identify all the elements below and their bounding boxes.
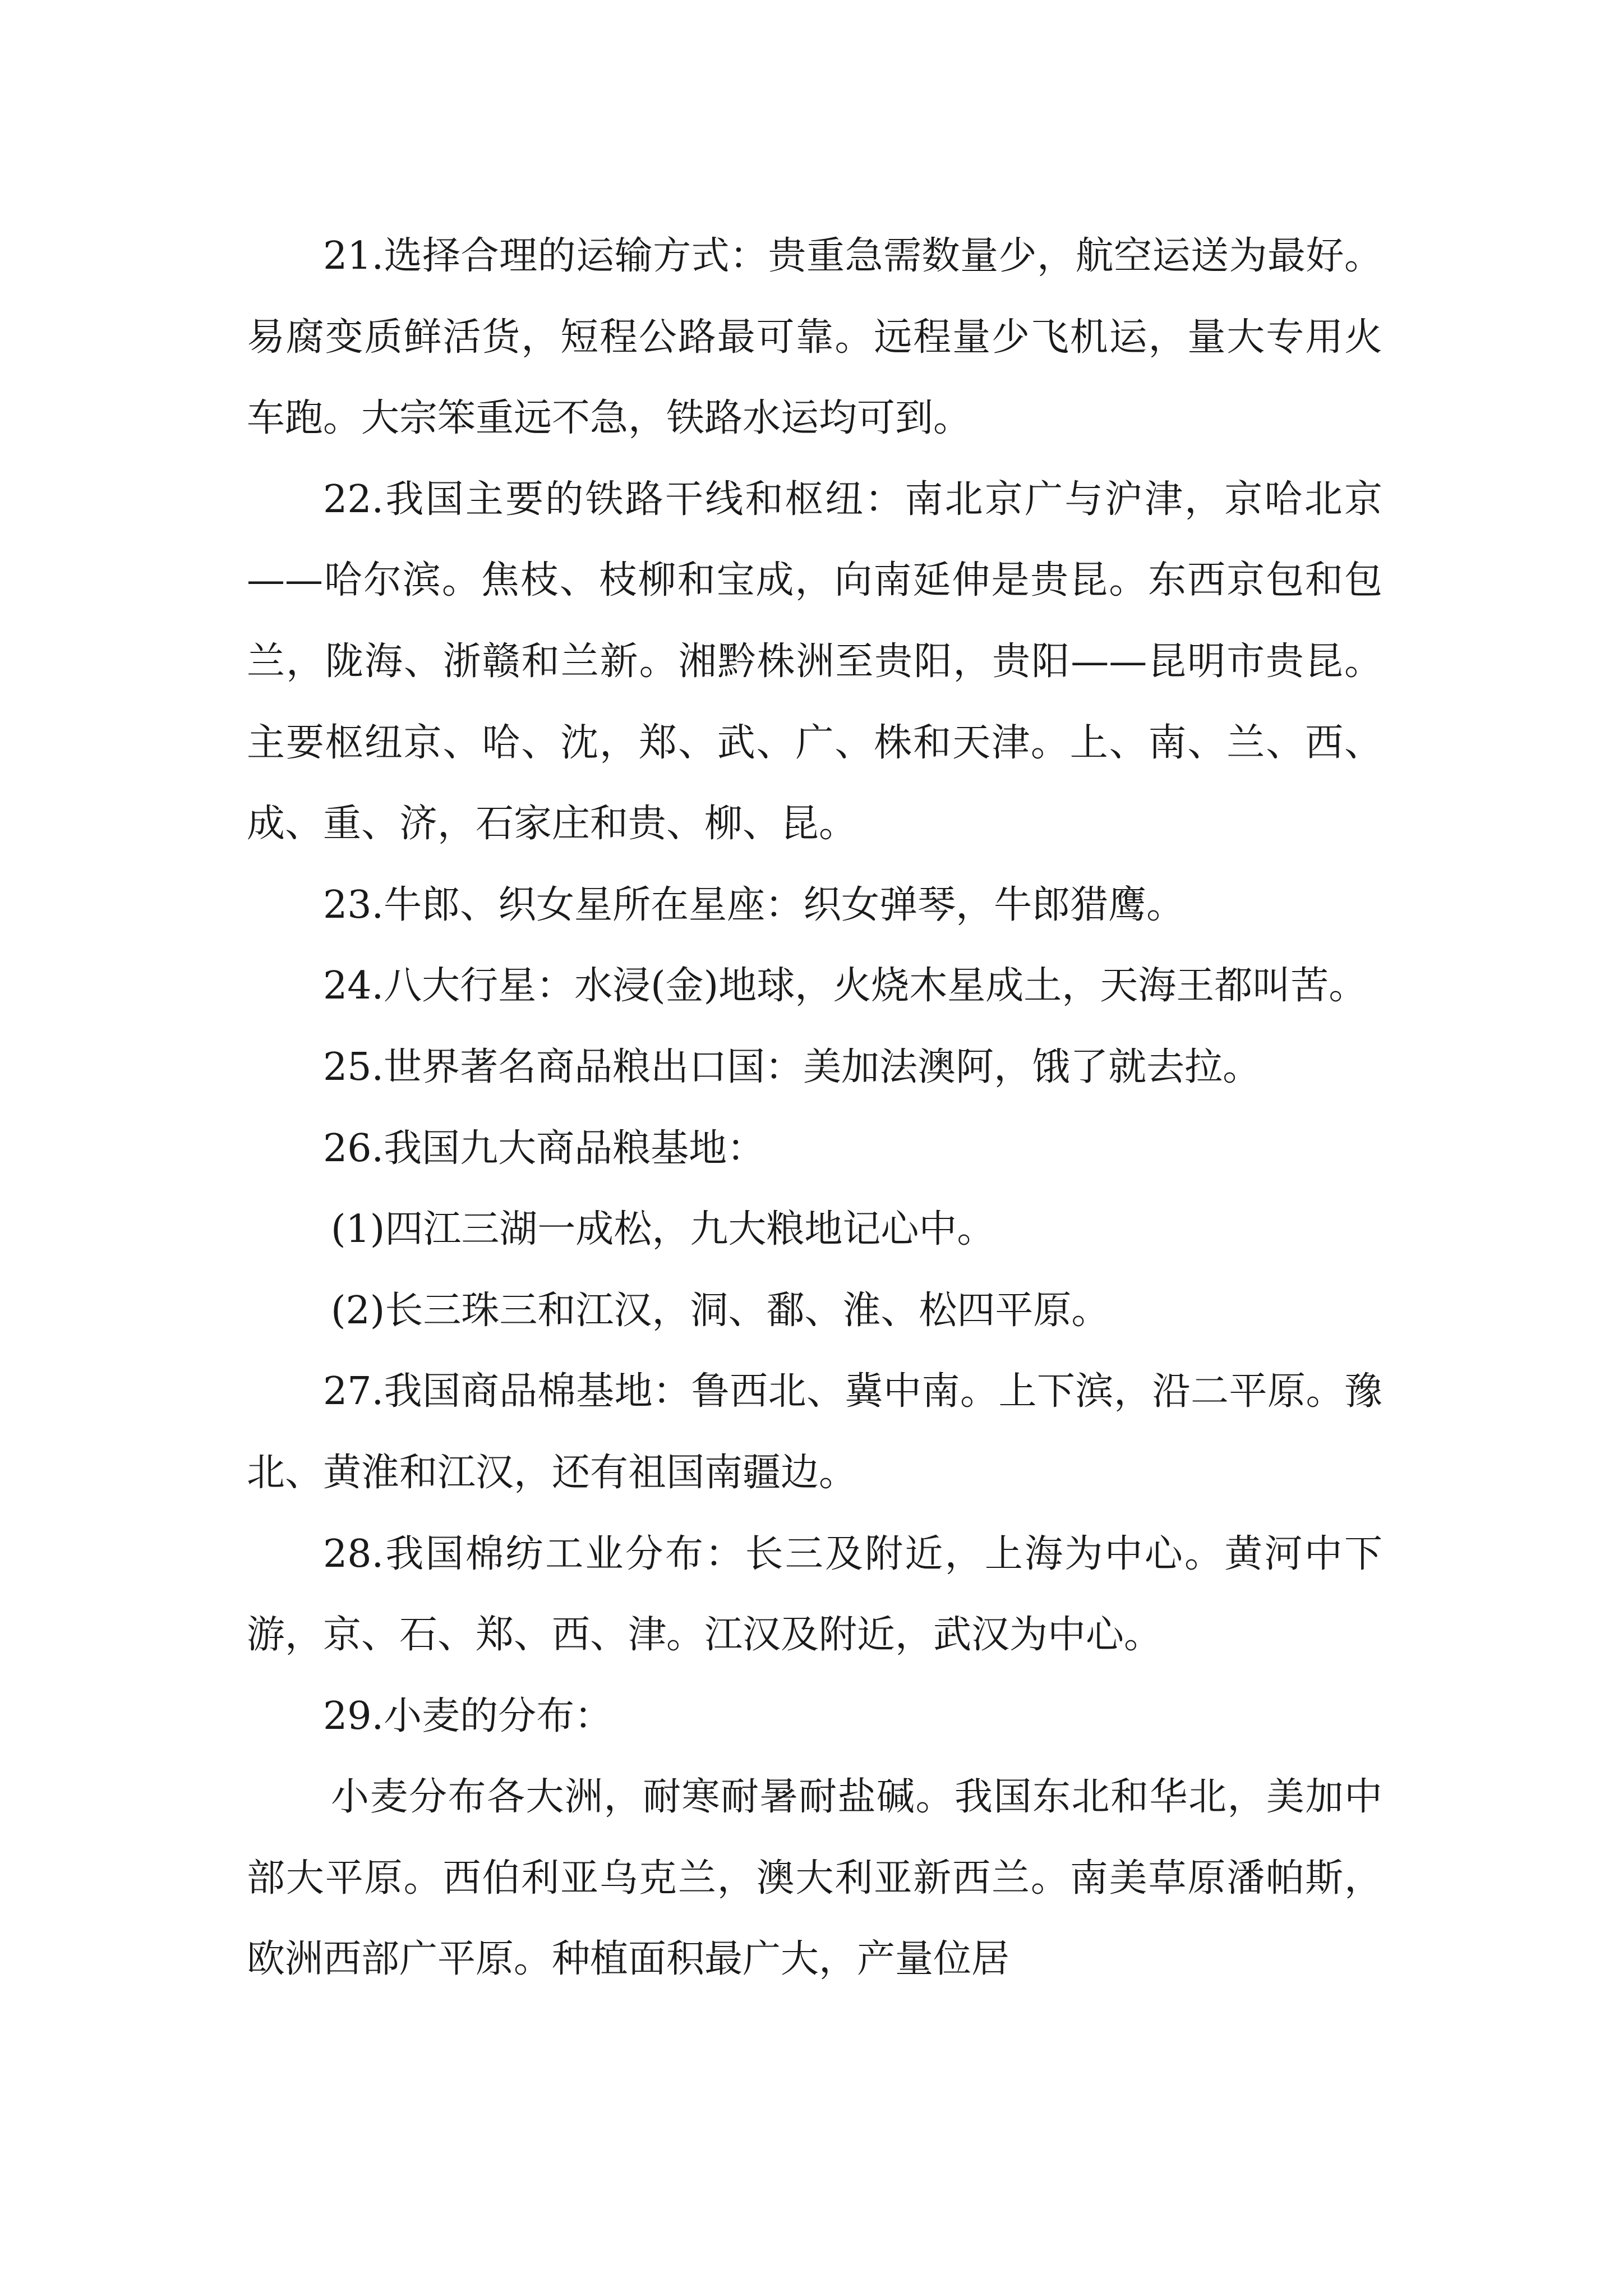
paragraph-26: 26.我国九大商品粮基地： [323, 1126, 766, 1171]
paragraph-22: 22.我国主要的铁路干线和枢纽：南北京广与沪津，京哈北京——哈尔滨。焦枝、枝柳和宝成，向南延伸是贵昆。东西京包和包兰，陇海、浙赣和兰新。湘黔株洲至贵阳，贵阳——昆明市贵昆。主要枢纽京、哈、沈，郑、武、广、株和天津。上、南、兰、西、成、重、济，石家庄和贵、柳、昆。 [247, 477, 1382, 846]
paragraph-21: 21.选择合理的运输方式：贵重急需数量少，航空运送为最好。易腐变质鲜活货，短程公路最可靠。远程量少飞机运，量大专用火车跑。大宗笨重远不急，铁路水运均可到。 [247, 234, 1382, 441]
paragraph-23: 23.牛郎、织女星所在星座：织女弹琴，牛郎猎鹰。 [323, 882, 1185, 927]
paragraph-29-body: 小麦分布各大洲，耐寒耐暑耐盐碱。我国东北和华北，美加中部大平原。西伯利亚乌克兰，澳大利亚新西兰。南美草原潘帕斯，欧洲西部广平原。种植面积最广大，产量位居 [247, 1775, 1382, 1982]
paragraph-25: 25.世界著名商品粮出口国：美加法澳阿，饿了就去拉。 [323, 1045, 1261, 1089]
document-body [247, 216, 1382, 2000]
paragraph-29: 29.小麦的分布： [323, 1694, 613, 1738]
paragraph-26-item-2: (2)长三珠三和江汉，洞、鄱、淮、松四平原。 [331, 1288, 1110, 1333]
paragraph-26-item-1: (1)四江三湖一成松，九大粮地记心中。 [331, 1207, 995, 1252]
paragraph-28: 28.我国棉纺工业分布：长三及附近，上海为中心。黄河中下游，京、石、郑、西、津。江汉及附近，武汉为中心。 [247, 1531, 1382, 1658]
paragraph-24: 24.八大行星：水浸(金)地球，火烧木星成土，天海王都叫苦。 [323, 964, 1367, 1009]
paragraph-27: 27.我国商品棉基地：鲁西北、冀中南。上下滨，沿二平原。豫北、黄淮和江汉，还有祖国南疆边。 [247, 1369, 1382, 1495]
